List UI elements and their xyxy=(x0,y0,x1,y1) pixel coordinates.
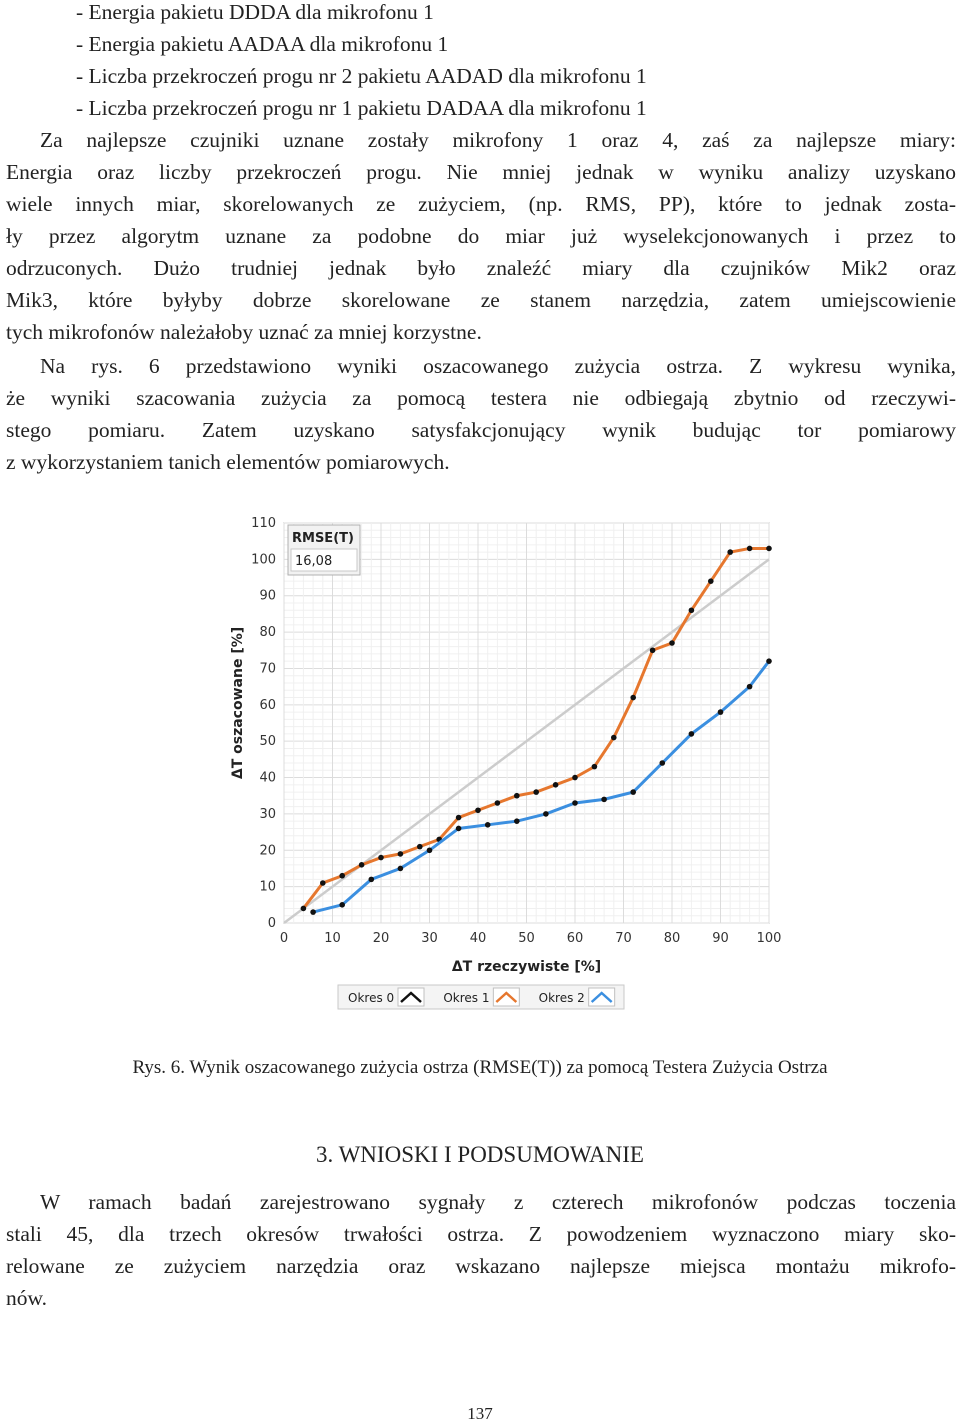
figure-caption: Rys. 6. Wynik oszacowanego zużycia ostrza (RMSE(T)) za pomocą Testera Zużycia Ostrza xyxy=(132,1057,828,1078)
data-point xyxy=(339,873,345,879)
y-axis-label: ΔT oszacowane [%] xyxy=(230,626,246,780)
y-tick-label: 30 xyxy=(259,806,276,822)
y-tick-label: 50 xyxy=(259,734,276,750)
data-point xyxy=(592,764,598,770)
paragraph-line: relowane ze zużyciem narzędzia oraz wskazano najlepsze miejsca montażu mikrofo- xyxy=(6,1254,956,1278)
y-tick-label: 80 xyxy=(259,625,276,641)
data-point xyxy=(543,811,549,817)
data-point xyxy=(766,658,772,664)
y-tick-label: 90 xyxy=(259,588,276,604)
data-point xyxy=(417,844,423,850)
paragraph-line: wiele innych miar, skorelowanych ze zużyciem, (np. RMS, PP), które to jednak zosta- xyxy=(6,192,956,216)
paragraph-line: Na rys. 6 przedstawiono wyniki oszacowanego zużycia ostrza. Z wykresu wynika, xyxy=(40,354,956,378)
list-item: - Energia pakietu DDDA dla mikrofonu 1 xyxy=(76,0,434,24)
legend-swatch xyxy=(493,988,519,1006)
paragraph-line: Energia oraz liczby przekroczeń progu. Nie mniej jednak w wyniku analizy uzyskano xyxy=(6,160,956,184)
x-tick-label: 10 xyxy=(324,931,341,946)
data-point xyxy=(689,607,695,613)
y-tick-label: 60 xyxy=(259,697,276,713)
x-tick-label: 100 xyxy=(756,931,782,946)
rmse-line-chart xyxy=(220,505,800,1025)
y-tick-label: 0 xyxy=(267,916,276,931)
data-point xyxy=(369,877,375,883)
data-point xyxy=(495,800,501,806)
data-point xyxy=(339,902,345,908)
y-tick-label: 100 xyxy=(251,552,276,568)
data-point xyxy=(475,807,481,813)
rmse-label: RMSE(T) xyxy=(292,531,354,546)
legend-swatch xyxy=(589,988,615,1006)
data-point xyxy=(708,578,714,584)
data-point xyxy=(427,847,433,853)
paragraph-line: z wykorzystaniem tanich elementów pomiarowych. xyxy=(6,450,450,474)
paragraph-line: tych mikrofonów należałoby uznać za mniej korzystne. xyxy=(6,320,482,344)
data-point xyxy=(485,822,491,828)
x-tick-label: 40 xyxy=(469,931,487,946)
y-tick-label: 20 xyxy=(259,843,276,859)
data-point xyxy=(611,735,617,741)
legend-label: Okres 2 xyxy=(538,991,585,1005)
paragraph-line: ły przez algorytm uznane za podobne do miar już wyselekcjonowanych i przez to xyxy=(6,224,956,248)
data-point xyxy=(514,818,520,824)
data-point xyxy=(456,815,462,821)
data-point xyxy=(650,647,656,653)
y-tick-label: 40 xyxy=(259,770,276,786)
x-tick-label: 90 xyxy=(712,931,729,946)
page-number: 137 xyxy=(467,1404,493,1423)
x-tick-label: 50 xyxy=(518,931,535,946)
y-tick-label: 110 xyxy=(251,516,276,531)
paragraph-line: odrzuconych. Dużo trudniej jednak było znaleźć miary dla czujników Mik2 oraz xyxy=(6,256,956,280)
list-item: - Energia pakietu AADAA dla mikrofonu 1 xyxy=(76,32,449,56)
x-tick-label: 70 xyxy=(615,931,632,946)
x-axis-label: ΔT rzeczywiste [%] xyxy=(451,959,602,975)
data-point xyxy=(747,546,753,552)
data-point xyxy=(660,760,666,766)
x-tick-label: 60 xyxy=(566,931,584,946)
legend-swatch xyxy=(398,988,424,1006)
x-tick-label: 20 xyxy=(372,931,390,946)
paragraph-line: Za najlepsze czujniki uznane zostały mikrofony 1 oraz 4, zaś za najlepsze miary: xyxy=(40,128,956,152)
y-tick-label: 10 xyxy=(259,879,276,895)
data-point xyxy=(398,851,404,857)
data-point xyxy=(689,731,695,737)
data-point xyxy=(766,546,772,552)
data-point xyxy=(456,826,462,832)
data-point xyxy=(601,797,607,803)
x-tick-label: 30 xyxy=(421,931,438,946)
legend-label: Okres 1 xyxy=(443,991,490,1005)
data-point xyxy=(630,695,636,701)
data-point xyxy=(630,789,636,795)
data-point xyxy=(669,640,675,646)
section-heading: 3. WNIOSKI I PODSUMOWANIE xyxy=(316,1142,644,1167)
legend xyxy=(338,985,624,1009)
paragraph-line: że wyniki szacowania zużycia za pomocą testera nie odbiegają zbytnio od rzeczywi- xyxy=(6,386,956,410)
data-point xyxy=(533,789,539,795)
paragraph-line: W ramach badań zarejestrowano sygnały z czterech mikrofonów podczas toczenia xyxy=(40,1190,956,1214)
data-point xyxy=(572,800,578,806)
data-point xyxy=(301,906,307,912)
data-point xyxy=(378,855,384,861)
x-tick-label: 0 xyxy=(279,931,289,946)
data-point xyxy=(320,880,326,886)
data-point xyxy=(398,866,404,872)
list-item: - Liczba przekroczeń progu nr 2 pakietu AADAD dla mikrofonu 1 xyxy=(76,64,647,88)
paragraph-line: Mik3, które byłyby dobrze skorelowane ze stanem narzędzia, zatem umiejscowienie xyxy=(6,288,956,312)
data-point xyxy=(727,549,733,555)
data-point xyxy=(747,684,753,690)
data-point xyxy=(553,782,559,788)
data-point xyxy=(718,709,724,715)
data-point xyxy=(572,775,578,781)
data-point xyxy=(359,862,365,868)
legend-label: Okres 0 xyxy=(348,991,395,1005)
y-tick-label: 70 xyxy=(259,661,276,677)
data-point xyxy=(514,793,520,799)
data-point xyxy=(310,909,316,915)
paragraph-line: stego pomiaru. Zatem uzyskano satysfakcjonujący wynik budując tor pomiarowy xyxy=(6,418,956,442)
list-item: - Liczba przekroczeń progu nr 1 pakietu DADAA dla mikrofonu 1 xyxy=(76,96,647,120)
rmse-value: 16,08 xyxy=(295,554,333,569)
paragraph-line: nów. xyxy=(6,1286,48,1310)
x-tick-label: 80 xyxy=(663,931,681,946)
paragraph-line: stali 45, dla trzech okresów trwałości ostrza. Z powodzeniem wyznaczono miary sko- xyxy=(6,1222,956,1246)
